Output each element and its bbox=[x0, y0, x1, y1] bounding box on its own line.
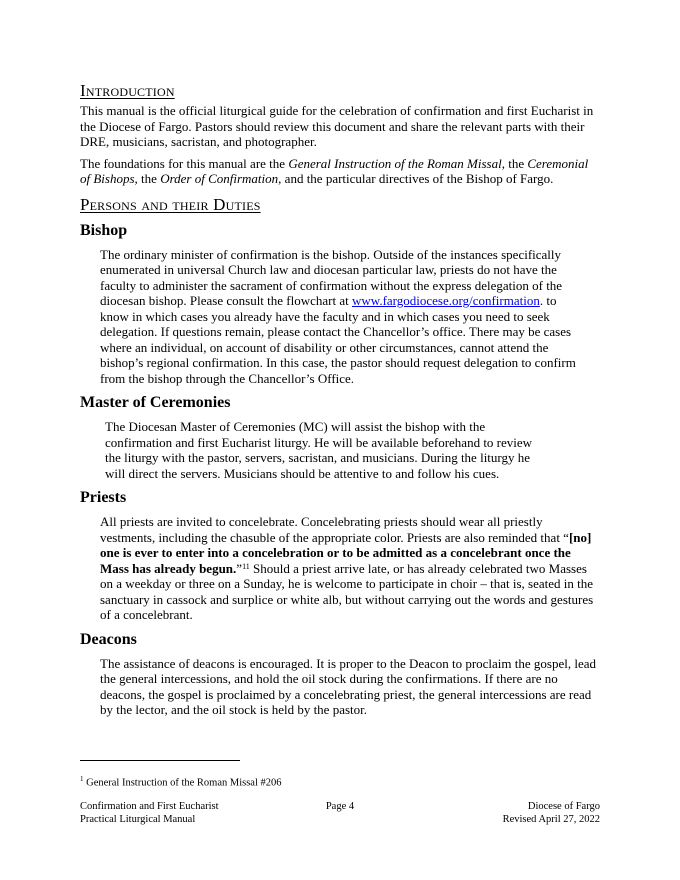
footer-document-subtitle: Practical Liturgical Manual bbox=[80, 814, 196, 825]
footnote-separator bbox=[80, 760, 240, 761]
footnote bbox=[80, 773, 282, 790]
intro-p2-text-c: , the bbox=[134, 171, 161, 186]
intro-p2-text-a: The foundations for this manual are the bbox=[80, 155, 289, 171]
footer-right bbox=[503, 800, 600, 826]
master-of-ceremonies-heading: Master of Ceremonies bbox=[80, 394, 231, 411]
introduction-section bbox=[80, 80, 600, 187]
confirmation-flowchart-link[interactable]: www.fargodiocese.org/confirmation bbox=[352, 293, 540, 308]
concelebration-quote: [no] one is ever to enter into a concelebration or to be admitted as a concelebrant once the Mass has already begun. bbox=[100, 529, 592, 576]
mc-paragraph: The Diocesan Master of Ceremonies (MC) will assist the bishop with the confirmation and first Eucharist liturgy. He will be available beforehand to review the liturgy with the pastor, servers, sacristan, and musicians. During the liturgy he will direct the servers. Musicians should be attentive to and follow his cues. bbox=[105, 419, 533, 481]
footnote-number: 1 bbox=[80, 775, 84, 783]
deacons-paragraph: The assistance of deacons is encouraged. It is proper to the Deacon to proclaim the gospel, lead the general intercessions, and hold the oil stock during the confirmations. If there are no deacons, the gospel is proclaimed by a concelebrating priest, the general intercessions are read by the lector, and the oil stock is held by the pastor. bbox=[100, 655, 596, 717]
ceremonial-title: Ceremonial of Bishops bbox=[80, 155, 589, 186]
priests-heading: Priests bbox=[80, 489, 127, 506]
bishop-paragraph bbox=[80, 247, 585, 387]
intro-paragraph-2 bbox=[80, 156, 600, 187]
intro-p2-text-d: , and the particular directives of the Bishop of Fargo. bbox=[278, 171, 554, 186]
priests-text-a: All priests are invited to concelebrate. Concelebrating priests should wear all priestly vestments, including the chasuble of the appropriate color. Priests are also reminded that “ bbox=[100, 514, 569, 545]
priests-text-b: Should a priest arrive late, or has already celebrated two Masses on a weekday or three on a Sunday, he is welcome to participate in choir – that is, seated in the sanctuary in cassock and surplice or white alb, but without carrying out the words and gestures of a concelebrant. bbox=[100, 560, 594, 622]
order-of-confirmation-title: Order of Confirmation bbox=[160, 171, 279, 186]
introduction-heading: Introduction bbox=[80, 81, 175, 100]
footer-revision-date: Revised April 27, 2022 bbox=[502, 814, 600, 825]
persons-duties-heading: Persons and their Duties bbox=[80, 194, 261, 214]
footnote-reference[interactable]: 11 bbox=[242, 561, 250, 571]
page-number: Page 4 bbox=[325, 801, 355, 812]
deacons-heading: Deacons bbox=[80, 630, 137, 648]
intro-p2-text-b: , the bbox=[501, 155, 528, 171]
bishop-text-b: . to know in which cases you already have the faculty and in which cases you need to seek delegation. If questions remain, please contact the Chancellor’s office. There may be cases where an individual, on account of disability or other circumstances, cannot attend the bishop’s regional confirmation. In this case, the pastor should request delegation to confirm from the bishop through the Chancellor’s Office. bbox=[100, 293, 576, 386]
closing-quote-mark: ” bbox=[236, 560, 243, 576]
footer-diocese: Diocese of Fargo bbox=[527, 801, 600, 812]
footnote-text: General Instruction of the Roman Missal #206 bbox=[83, 777, 282, 789]
priests-paragraph bbox=[80, 514, 600, 623]
intro-paragraph-1: This manual is the official liturgical guide for the celebration of confirmation and first Eucharist in the Diocese of Fargo. Pastors should review this document and share the relevant parts with their DRE, musicians, sacristan, and photographer. bbox=[80, 103, 594, 149]
bishop-text-a: The ordinary minister of confirmation is the bishop. Outside of the instances specifically enumerated in universal Church law and diocesan particular law, priests do not have the faculty to administer the sacrament of confirmation without the express delegation of the diocesan bishop. Please consult the flowchart at bbox=[100, 246, 563, 308]
footer-document-title: Confirmation and First Eucharist bbox=[80, 801, 219, 812]
bishop-heading: Bishop bbox=[80, 221, 128, 239]
document-body bbox=[80, 80, 600, 718]
girm-title: General Instruction of the Roman Missal bbox=[288, 155, 502, 171]
